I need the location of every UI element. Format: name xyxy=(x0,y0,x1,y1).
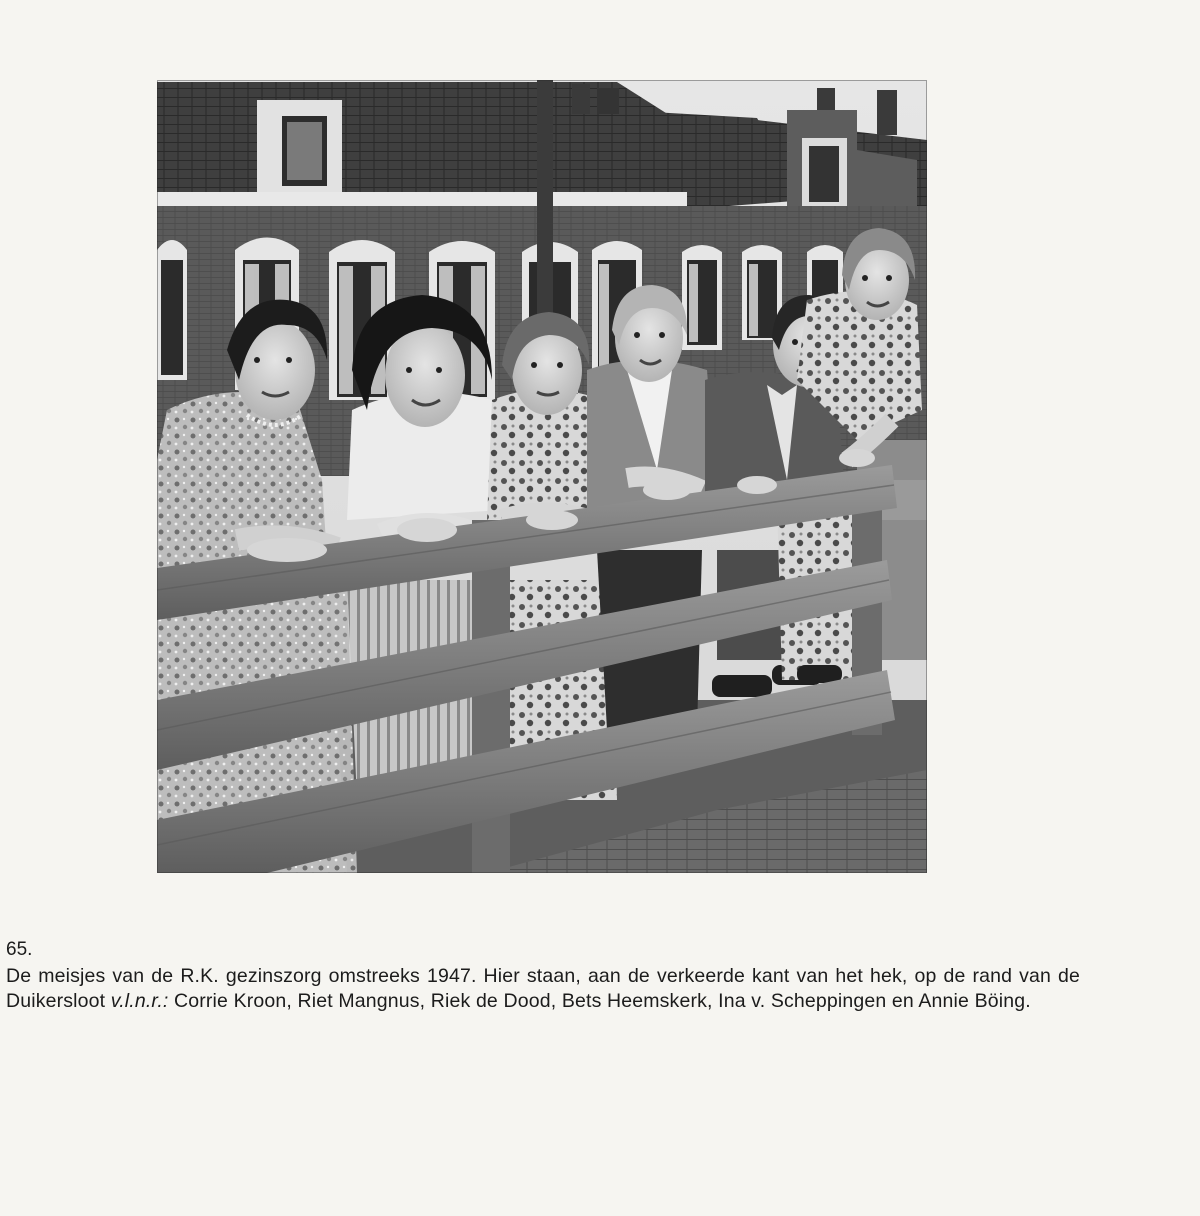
figure-caption xyxy=(6,938,1080,1014)
caption-italic-text: v.l.n.r.: xyxy=(110,990,169,1012)
caption-text-part-2: Corrie Kroon, Riet Mangnus, Riek de Dood, Bets Heemskerk, Ina v. Scheppingen en Annie Böing. xyxy=(168,990,1031,1012)
caption-text xyxy=(6,964,1080,1014)
figure-number: 65. xyxy=(6,939,33,960)
historic-photograph xyxy=(157,80,927,873)
photo-illustration xyxy=(157,80,927,873)
caption-text-part-1: De meisjes van de R.K. gezinszorg omstreeks 1947. Hier staan, aan de verkeerde kant van het hek, op de rand van de Duikersloot xyxy=(6,965,1080,1012)
